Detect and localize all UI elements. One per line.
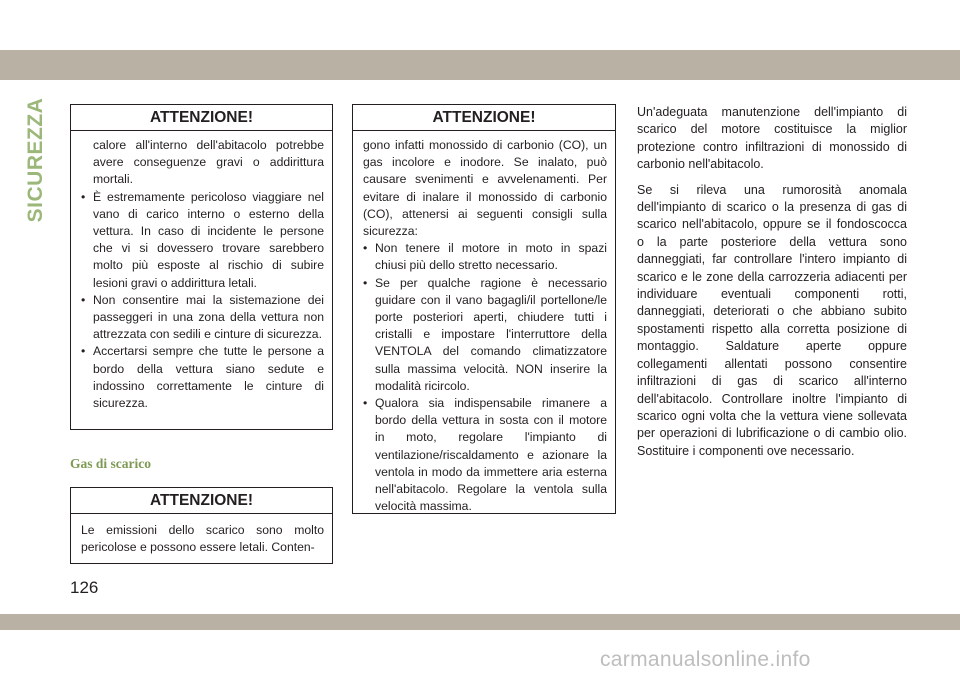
warning-box-1-item: • È estremamente pericoloso viaggiare nel vano di carico interno o esterno della vettura. In caso di incidente le persone che vi si dovessero trovare sarebbero molto più esposte al rischio di subire lesioni gravi o addirittura letali. bbox=[81, 189, 324, 292]
paragraph: Se si rileva una rumorosità anomala dell'impianto di scarico o la presenza di gas di scarico nell'abitacolo, oppure se il fondoscocca o la parte posteriore della vettura sono danneggiati, far controllare l'intero impianto di scarico e le zone della carrozzeria adiacenti per individuare eventuali componenti rotti, danneggiati, deteriorati o che abbiano subito spostamenti rispetto alla corretta posizione di montaggio. Saldature aperte oppure collegamenti allentati possono consentire infiltrazioni di gas di scarico all'interno dell'abitacolo. Controllare inoltre l'impianto di scarico ogni volta che la vettura viene sollevata per operazioni di lubrificazione o di cambio olio. Sostituire i componenti ove necessario. bbox=[637, 182, 907, 458]
warning-box-3-intro: gono infatti monossido di carbonio (CO), un gas incolore e inodore. Se inalato, può causare svenimenti e avvelenamenti. Per evitare di inalare il monossido di carbonio (CO), attenersi ai seguenti consigli sulla sicurezza: bbox=[363, 138, 607, 239]
warning-box-3 bbox=[352, 104, 616, 514]
warning-box-2-text: Le emissioni dello scarico sono molto pericolose e possono essere letali. Conten- bbox=[81, 523, 324, 555]
warning-box-1-intro: calore all'interno dell'abitacolo potrebbe avere conseguenze gravi o addirittura mortali. bbox=[93, 138, 324, 187]
warning-box-3-list bbox=[363, 240, 607, 515]
bottom-color-band bbox=[0, 614, 960, 630]
right-column-text bbox=[637, 104, 907, 468]
warning-box-3-item: • Qualora sia indispensabile rimanere a bordo della vettura in sosta con il motore in moto, regolare l'impianto di ventilazione/riscaldamento e azionare la ventola in modo da immettere aria esterna nell'abitacolo. Regolare la ventola sulla velocità massima. bbox=[363, 395, 607, 515]
warning-box-3-body bbox=[353, 131, 615, 515]
paragraph: Un'adeguata manutenzione dell'impianto di scarico del motore costituisce la miglior protezione contro infiltrazioni di monossido di carbonio nell'abitacolo. bbox=[637, 105, 907, 172]
warning-box-1-list bbox=[81, 189, 324, 413]
page-number: 126 bbox=[70, 578, 99, 597]
warning-box-3-item: • Se per qualche ragione è necessario guidare con il vano bagagli/il portellone/le porte posteriori aperti, chiudere tutti i cristalli e impostare l'interruttore della VENTOLA del comando climatizzatore sulla massima velocità. NON inserire la modalità ricircolo. bbox=[363, 275, 607, 395]
section-side-tab bbox=[22, 97, 50, 223]
warning-box-3-title: ATTENZIONE! bbox=[353, 105, 615, 131]
warning-box-2-title: ATTENZIONE! bbox=[71, 488, 332, 514]
warning-box-1 bbox=[70, 104, 333, 430]
warning-box-1-body bbox=[71, 131, 332, 412]
warning-box-1-title: ATTENZIONE! bbox=[71, 105, 332, 131]
warning-box-1-item: • Accertarsi sempre che tutte le persone a bordo della vettura siano sedute e indossino correttamente le cinture di sicurezza. bbox=[81, 343, 324, 412]
warning-box-1-item: • Non consentire mai la sistemazione dei passeggeri in una zona della vettura non attrezzata con sedili e cinture di sicurezza. bbox=[81, 292, 324, 344]
watermark: carmanualsonline.info bbox=[600, 648, 811, 671]
warning-box-3-item: • Non tenere il motore in moto in spazi chiusi più dello stretto necessario. bbox=[363, 240, 607, 274]
warning-box-2 bbox=[70, 487, 333, 564]
warning-box-2-body bbox=[71, 514, 332, 556]
top-color-band bbox=[0, 50, 960, 80]
section-side-tab-label: SICUREZZA bbox=[24, 97, 47, 223]
section-heading-exhaust: Gas di scarico bbox=[70, 456, 151, 471]
